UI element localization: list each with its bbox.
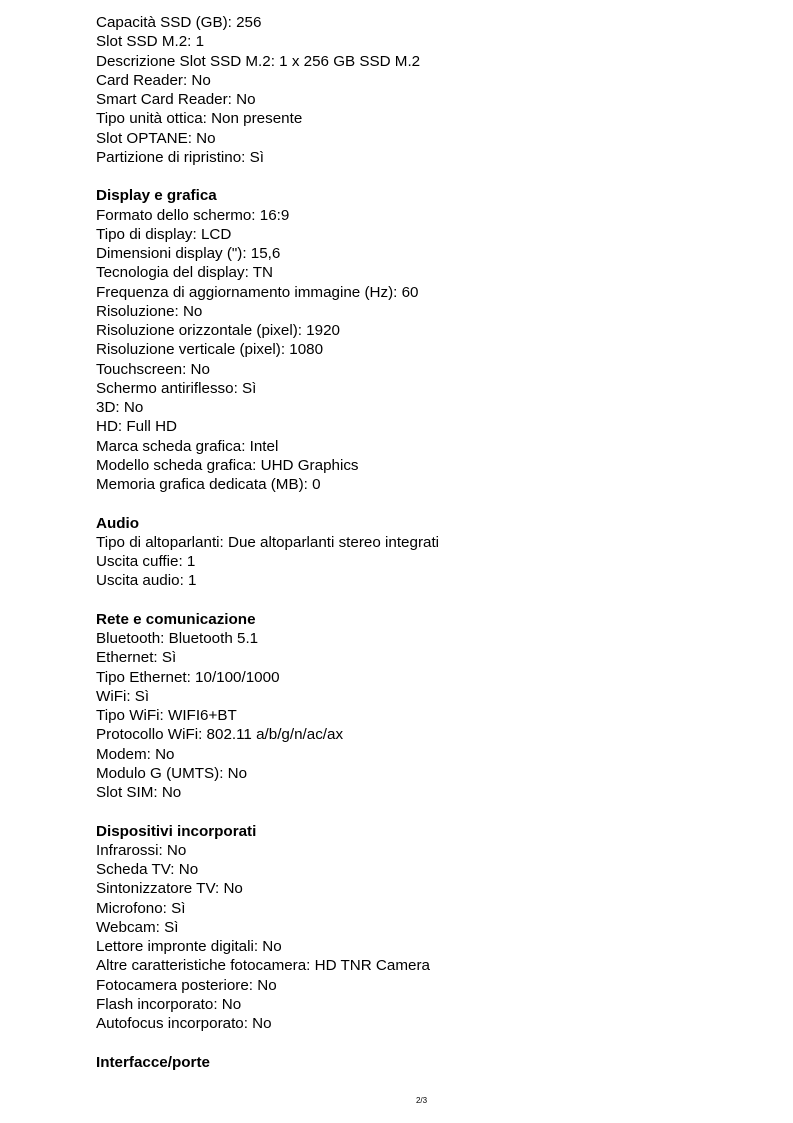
spec-line: Risoluzione: No <box>96 302 203 320</box>
spec-line: Formato dello schermo: 16:9 <box>96 206 290 224</box>
spec-line: Microfono: Sì <box>96 899 186 917</box>
spec-line: Smart Card Reader: No <box>96 91 256 108</box>
spec-line: Tipo unità ottica: Non presente <box>96 110 303 128</box>
spec-line: Modem: No <box>96 745 175 763</box>
spec-line: Fotocamera posteriore: No <box>96 976 277 994</box>
spec-line: HD: Full HD <box>96 418 178 436</box>
spec-line: Webcam: Sì <box>96 918 179 936</box>
spec-line: Tipo WiFi: WIFI6+BT <box>96 707 237 724</box>
blank-line <box>96 494 756 513</box>
spec-line: Ethernet: Sì <box>96 649 177 667</box>
spec-line: Uscita cuffie: 1 <box>96 553 196 570</box>
section-heading: Rete e comunicazione <box>96 610 256 628</box>
spec-line: Protocollo WiFi: 802.11 a/b/g/n/ac/ax <box>96 726 344 744</box>
blank-line <box>96 591 756 610</box>
spec-line: Schermo antiriflesso: Sì <box>96 379 257 397</box>
blank-line <box>96 802 756 821</box>
spec-line: Bluetooth: Bluetooth 5.1 <box>96 630 259 647</box>
spec-line: Capacità SSD (GB): 256 <box>96 14 262 31</box>
spec-line: Tipo Ethernet: 10/100/1000 <box>96 668 280 686</box>
blank-line <box>96 167 756 186</box>
spec-line: Tecnologia del display: TN <box>96 264 274 282</box>
spec-line: WiFi: Sì <box>96 687 150 705</box>
spec-line: Altre caratteristiche fotocamera: HD TNR Camera <box>96 957 430 975</box>
spec-line: Modello scheda grafica: UHD Graphics <box>96 456 359 474</box>
spec-line: Dimensioni display ("): 15,6 <box>96 245 281 262</box>
blank-line <box>96 1033 756 1052</box>
spec-line: 3D: No <box>96 399 144 416</box>
page-number: 2/3 <box>415 1096 428 1105</box>
section-heading: Audio <box>96 514 140 532</box>
spec-line: Tipo di altoparlanti: Due altoparlanti stereo integrati <box>96 533 440 551</box>
spec-line: Sintonizzatore TV: No <box>96 880 243 898</box>
spec-line: Flash incorporato: No <box>96 995 242 1013</box>
spec-line: Scheda TV: No <box>96 861 199 878</box>
section-heading: Display e grafica <box>96 187 217 205</box>
spec-line: Slot OPTANE: No <box>96 129 216 147</box>
spec-line: Risoluzione verticale (pixel): 1080 <box>96 341 324 359</box>
spec-line: Card Reader: No <box>96 71 211 89</box>
spec-line: Modulo G (UMTS): No <box>96 764 248 782</box>
section-heading: Interfacce/porte <box>96 1053 210 1071</box>
spec-line: Autofocus incorporato: No <box>96 1015 272 1032</box>
spec-sheet-body <box>96 13 756 1072</box>
spec-line: Slot SIM: No <box>96 784 182 801</box>
section-heading: Dispositivi incorporati <box>96 822 257 840</box>
spec-line: Touchscreen: No <box>96 360 210 378</box>
spec-line: Frequenza di aggiornamento immagine (Hz): 60 <box>96 283 419 301</box>
spec-line: Infrarossi: No <box>96 841 187 859</box>
spec-line: Uscita audio: 1 <box>96 572 197 590</box>
spec-line: Descrizione Slot SSD M.2: 1 x 256 GB SSD M.2 <box>96 52 421 70</box>
spec-line: Tipo di display: LCD <box>96 225 232 243</box>
spec-line: Lettore impronte digitali: No <box>96 938 282 955</box>
spec-line: Marca scheda grafica: Intel <box>96 437 279 455</box>
spec-line: Partizione di ripristino: Sì <box>96 148 264 166</box>
spec-line: Risoluzione orizzontale (pixel): 1920 <box>96 322 340 339</box>
spec-line: Slot SSD M.2: 1 <box>96 33 205 51</box>
spec-line: Memoria grafica dedicata (MB): 0 <box>96 476 321 493</box>
